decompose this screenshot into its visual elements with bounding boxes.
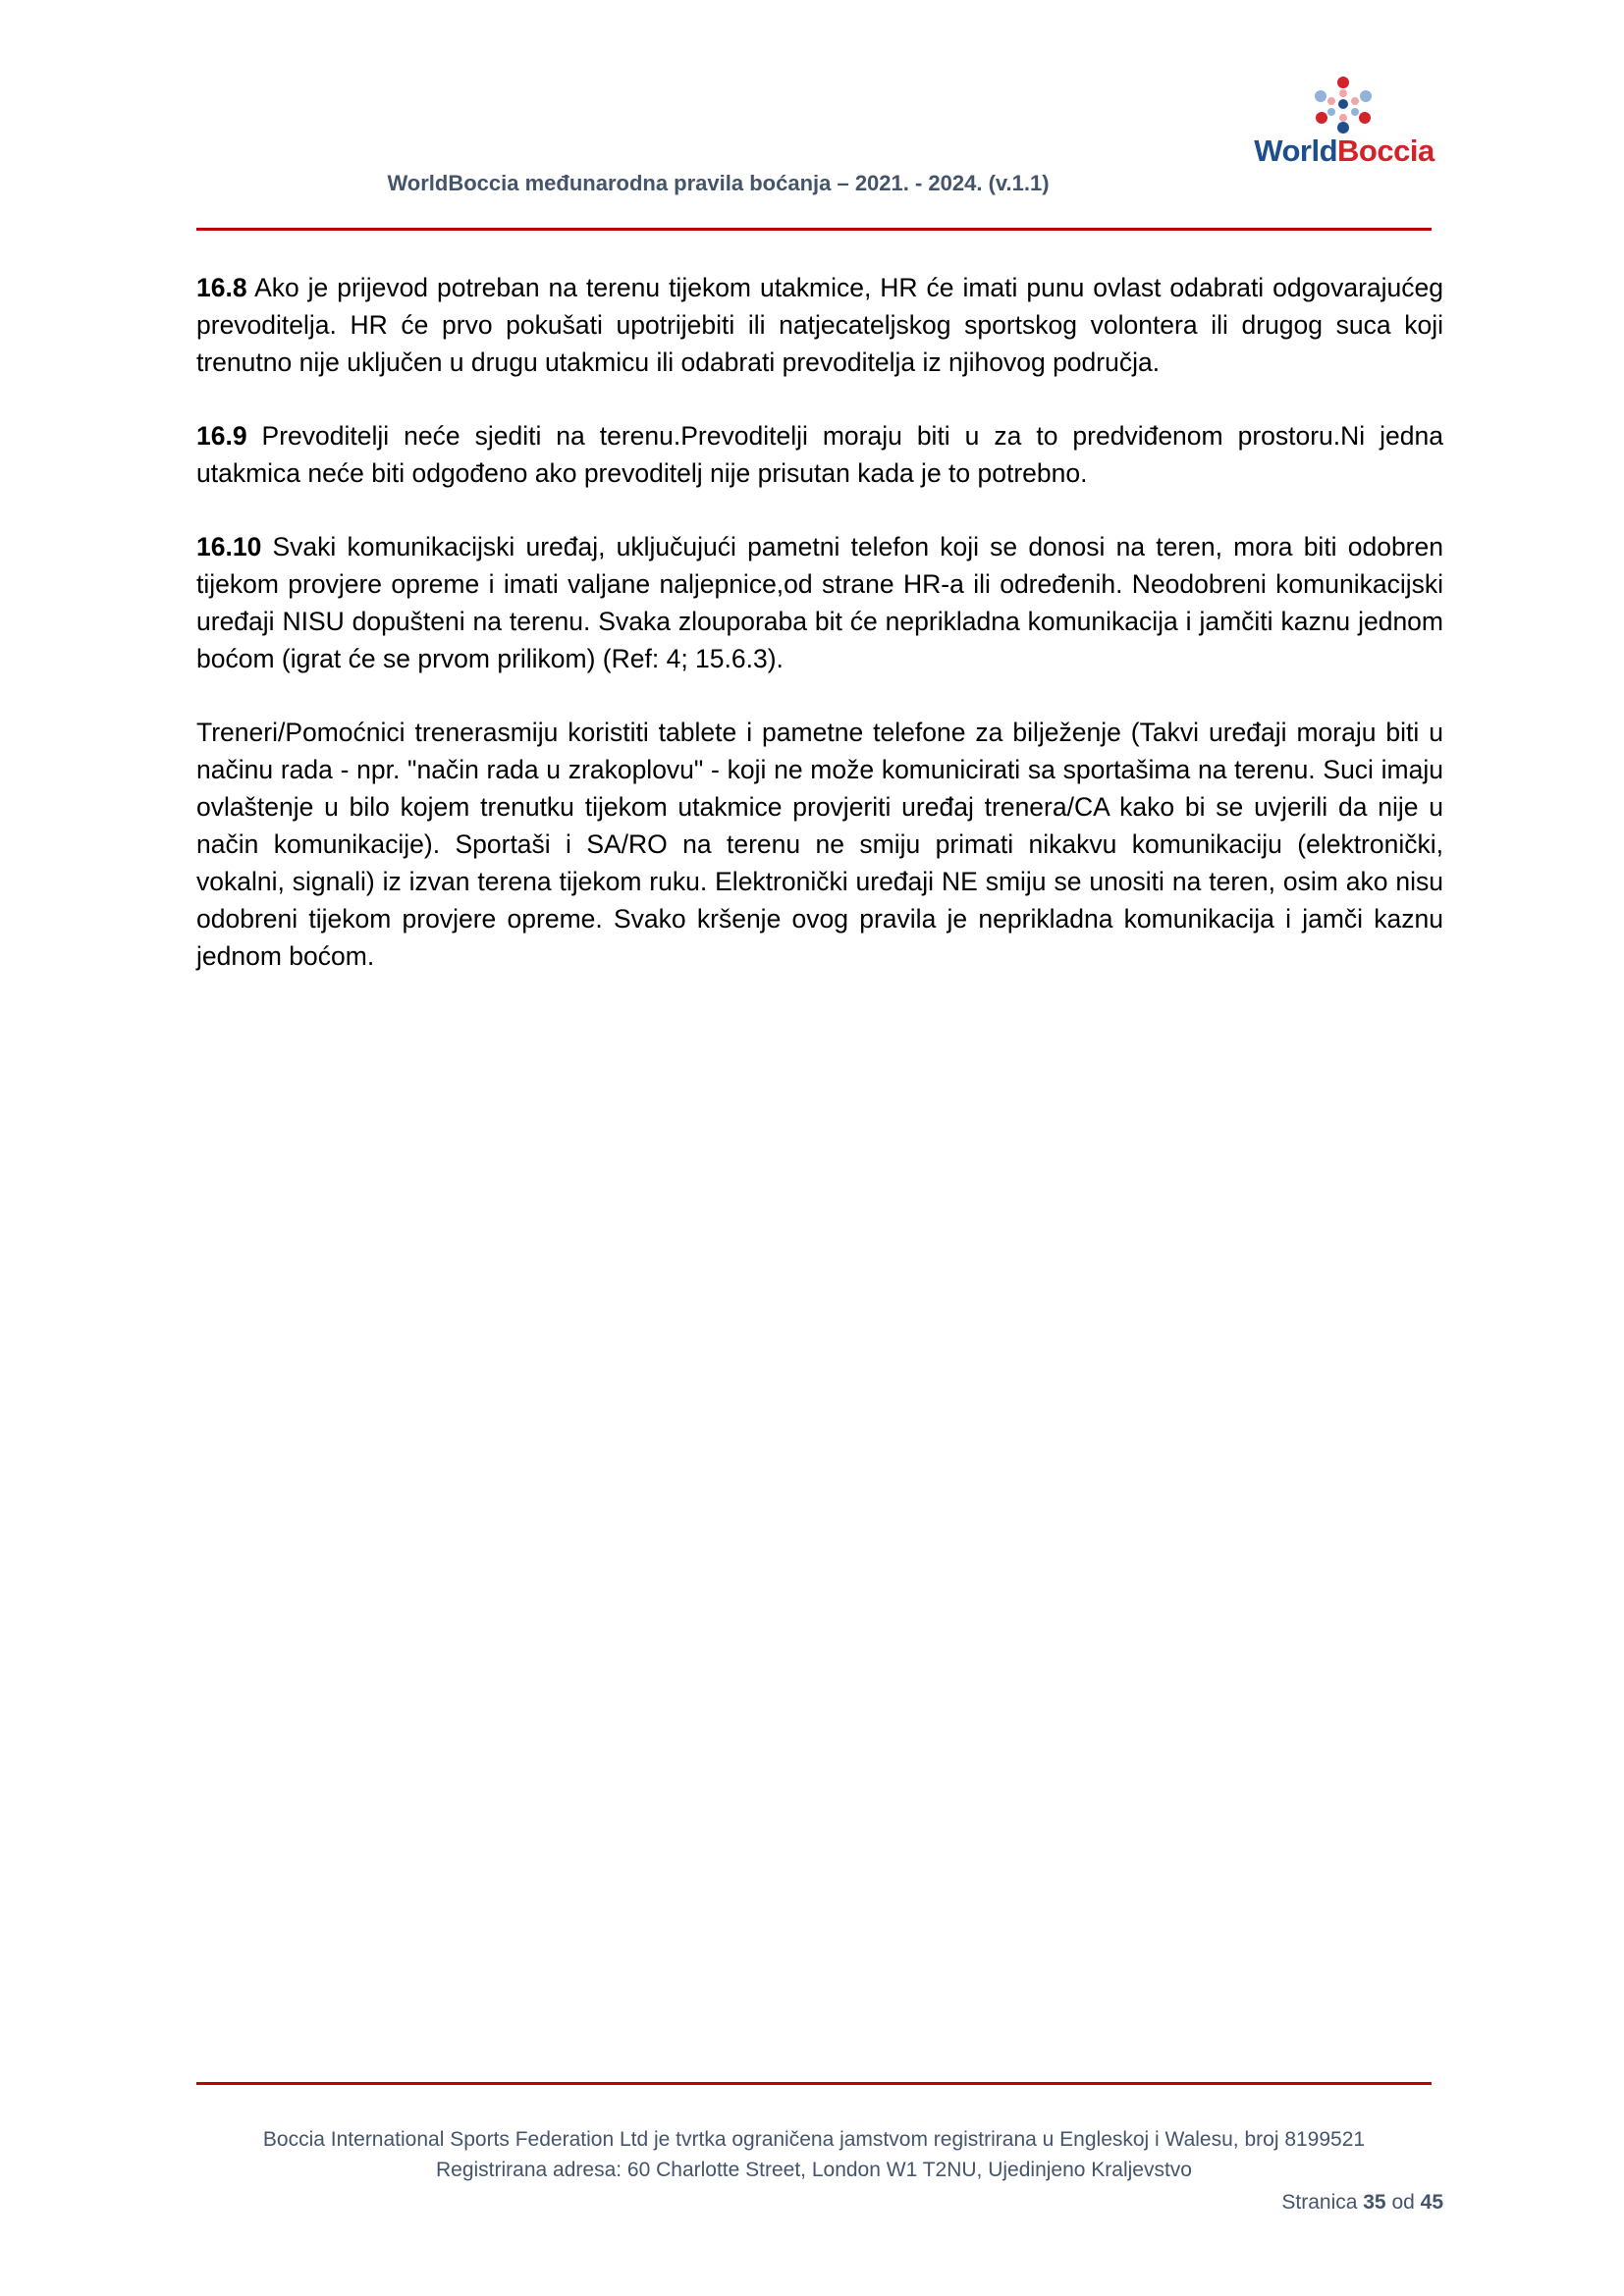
page-header-title: WorldBoccia međunarodna pravila boćanja – 2021. - 2024. (v.1.1) — [387, 171, 1050, 195]
footer-company-info: Boccia International Sports Federation Ltd je tvrtka ograničena jamstvom registrirana u Engleskoj i Walesu, broj 8199521 — [262, 2128, 1366, 2151]
rule-text: Prevoditelji neće sjediti na terenu.Prevoditelji moraju biti u za to predviđenom prostoru.Ni jedna utakmica neće biti odgođeno ako prevoditelj nije prisutan kada je to potrebno. — [196, 421, 1443, 488]
rule-paragraph-16-9 — [196, 417, 1443, 492]
page-number-total: 45 — [1420, 2191, 1443, 2214]
worldboccia-logo-icon — [1308, 75, 1379, 133]
page-number-prefix: Stranica — [1281, 2191, 1364, 2214]
logo-dot-center — [1338, 99, 1348, 109]
logo-dot-left-top — [1315, 90, 1326, 102]
logo-dot-top — [1337, 77, 1349, 88]
logo-dot-bottom — [1337, 122, 1349, 133]
logo-wordmark — [1245, 133, 1443, 169]
rule-text: Ako je prijevod potreban na terenu tijekom utakmice, HR će imati punu ovlast odabrati odgovarajućeg prevoditelja. HR će prvo pokušati upotrijebiti ili natjecateljskog sportskog volontera ili drugog suca koji trenutno nije uključen u drugu utakmicu ili odabrati prevoditelja iz njihovog područja. — [196, 273, 1443, 377]
logo-word-boccia: Boccia — [1337, 133, 1435, 168]
logo-dot-right-bottom — [1359, 112, 1371, 124]
footer-divider — [196, 2082, 1432, 2085]
rule-paragraph-16-8 — [196, 269, 1443, 381]
logo-dot-left-bottom — [1316, 112, 1327, 124]
paragraph-text: Treneri/Pomoćnici trenerasmiju koristiti tablete i pametne telefone za bilježenje (Takvi uređaji moraju biti u načinu rada - npr. "način rada u zrakoplovu" - koji ne može komunicirati sa sportašima na terenu. Suci imaju ovlaštenje u bilo kojem trenutku tijekom utakmice provjeriti uređaj trenera/CA kako bi se uvjerili da nije u način komunikacije). Sportaši i SA/RO na terenu ne smiju primati nikakvu komunikaciju (elektronički, vokalni, signali) iz izvan terena tijekom ruku. Elektronički uređaji NE smiju se unositi na teren, osim ako nisu odobreni tijekom provjere opreme. Svako kršenje ovog pravila je neprikladna komunikacija i jamči kaznu jednom boćom. — [196, 718, 1443, 971]
page-footer — [196, 2124, 1432, 2185]
document-body — [196, 269, 1443, 1011]
page-number — [1281, 2191, 1443, 2215]
logo-word-world: World — [1254, 133, 1338, 168]
logo-dot-right-inner — [1351, 97, 1359, 105]
logo-dot-right-top — [1360, 90, 1372, 102]
rule-number: 16.10 — [196, 532, 262, 561]
logo-dot-left-inner — [1327, 97, 1335, 105]
coaches-devices-paragraph — [196, 714, 1443, 975]
logo-dot-right-lower-inner — [1351, 108, 1359, 116]
header-divider — [196, 228, 1432, 231]
logo-dot-left-lower-inner — [1327, 108, 1335, 116]
rule-text: Svaki komunikacijski uređaj, uključujući pametni telefon koji se donosi na teren, mora biti odobren tijekom provjere opreme i imati valjane naljepnice,od strane HR-a ili određenih. Neodobreni komunikacijski uređaji NISU dopušteni na terenu. Svaka zlouporaba bit će neprikladna komunikacija i jamčiti kaznu jednom boćom (igrat će se prvom prilikom) (Ref: 4; 15.6.3). — [196, 532, 1443, 673]
rule-number: 16.9 — [196, 421, 247, 451]
logo-dot-bottom-inner — [1339, 114, 1347, 122]
rule-paragraph-16-10 — [196, 528, 1443, 677]
footer-address: Registrirana adresa: 60 Charlotte Street, London W1 T2NU, Ujedinjeno Kraljevstvo — [435, 2159, 1192, 2181]
logo-dot-top-inner — [1339, 89, 1347, 97]
page-number-separator: od — [1385, 2191, 1421, 2214]
rule-number: 16.8 — [196, 273, 247, 302]
page-number-current: 35 — [1363, 2191, 1386, 2214]
worldboccia-logo — [1245, 75, 1443, 173]
